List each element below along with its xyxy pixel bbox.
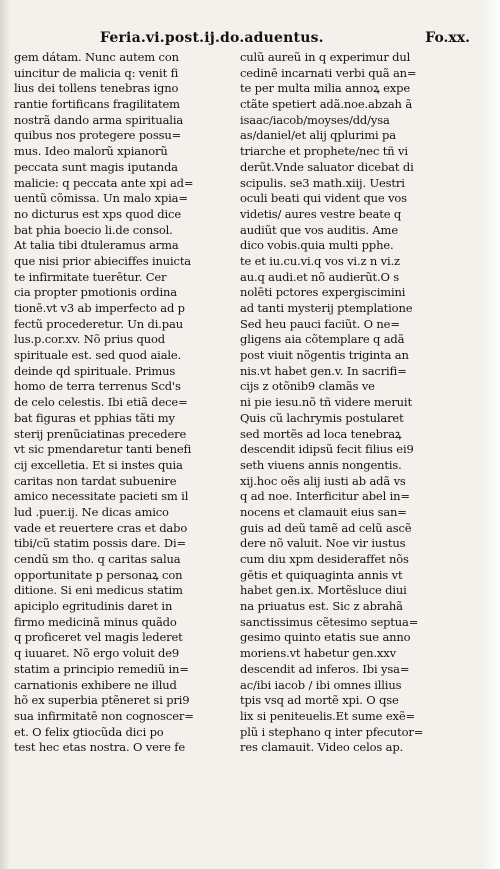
- text-line: na priuatus est. Sic z abrahã: [240, 599, 403, 614]
- text-column-left: [14, 50, 239, 756]
- text-line: au.q audi.et nõ audierũt.O s: [240, 269, 400, 284]
- text-line: ni pie iesu.nõ tñ videre meruit: [240, 395, 412, 410]
- text-line: scipulis. se3 math.xiij. Uestri: [240, 175, 405, 190]
- text-line: cendũ sm tho. q caritas salua: [14, 552, 181, 566]
- text-line: no dicturus est xps quod dice: [14, 206, 181, 221]
- text-line: peccata sunt magis iputanda: [14, 159, 178, 174]
- text-line: cedinē incarnati verbi quã an=: [240, 65, 417, 80]
- text-line: uincitur de malicia q: venit fi: [14, 65, 179, 80]
- gutter-shadow: [0, 0, 10, 869]
- text-line: te et iu.cu.vi.q vos vi.z n vi.z: [240, 253, 400, 268]
- text-line: ctãte spetiert adã.noe.abzah ã: [240, 97, 413, 112]
- text-line: tibi/cũ statim possis dare. Di=: [14, 536, 186, 551]
- text-line: moriens.vt habetur gen.xxv: [240, 646, 396, 661]
- text-line: fectũ procederetur. Un di.pau: [14, 316, 183, 331]
- text-line: culũ aureũ in q experimur dul: [240, 50, 411, 64]
- text-line: lix si peniteuelis.Et sume exẽ=: [240, 708, 415, 723]
- text-line: sterij prenũciatinas precedere: [14, 426, 187, 441]
- running-title: Feria.vi.post.ij.do.aduentus.: [100, 30, 324, 46]
- text-line: descendit idipsũ fecit filius ei9: [240, 442, 414, 457]
- text-line: isaac/iacob/moyses/dd/ysa: [240, 112, 390, 127]
- text-line: res clamauit. Video celos ap.: [240, 740, 404, 755]
- text-line: et. O felix gtiocũda dici po: [14, 724, 164, 739]
- text-line: carnationis exhibere ne illud: [14, 677, 177, 692]
- text-line: q proficeret vel magis lederet: [14, 630, 183, 645]
- text-line: q ad noe. Interficitur abel in=: [240, 489, 410, 504]
- text-line: ditione. Si eni medicus statim: [14, 583, 183, 598]
- text-line: audiũt que vos auditis. Ame: [240, 222, 398, 237]
- folio-number: Fo.xx.: [425, 30, 470, 46]
- text-line: spirituale est. sed quod aiale.: [14, 348, 182, 363]
- text-column-right: [240, 50, 465, 756]
- text-line: gligens aia cõtemplare q adã: [240, 332, 405, 347]
- text-line: bat phia boecio li.de consol.: [14, 222, 173, 237]
- text-line: cij excelletia. Et si instes quia: [14, 457, 183, 472]
- text-line: nocens et clamauit eius san=: [240, 504, 407, 519]
- text-line: firmo medicinã minus quãdo: [14, 614, 177, 629]
- text-line: lius dei tollens tenebras igno: [14, 81, 179, 96]
- text-line: nolēti pctores expergiscimini: [240, 285, 406, 300]
- text-line: plũ i stephano q inter pfecutor=: [240, 724, 424, 739]
- text-line: sanctissimus cẽtesimo septua=: [240, 614, 419, 629]
- page-header: [100, 30, 470, 52]
- text-line: cum diu xpm desideraffet nõs: [240, 552, 409, 566]
- text-line: triarche et prophete/nec tñ vi: [240, 144, 408, 159]
- text-line: deinde qd spirituale. Primus: [14, 363, 176, 378]
- text-line: oculi beati qui vident que vos: [240, 191, 407, 206]
- text-line: nostrã dando arma spiritualia: [14, 112, 184, 127]
- text-line: malicie: q peccata ante xpi ad=: [14, 175, 194, 190]
- text-line: sed mortẽs ad loca tenebraꝝ: [240, 426, 402, 441]
- text-line: vade et reuertere cras et dabo: [14, 520, 188, 535]
- text-line: quibus nos protegere possu=: [14, 128, 182, 143]
- text-line: cijs z otõnib9 clamãs ve: [240, 379, 375, 394]
- text-line: te infirmitate tuerētur. Cer: [14, 269, 167, 284]
- text-line: tionē.vt v3 ab imperfecto ad p: [14, 301, 185, 315]
- text-line: lud .puer.ij. Ne dicas amico: [14, 504, 169, 519]
- text-line: guis ad deũ tamẽ ad celũ ascẽ: [240, 520, 412, 535]
- text-line: gesimo quinto etatis sue anno: [240, 630, 411, 645]
- text-line: hõ ex superbia ptẽneret si pri9: [14, 693, 190, 708]
- text-line: statim a principio remediũ in=: [14, 661, 189, 676]
- text-line: ac/ibi iacob / ibi omnes illius: [240, 677, 402, 692]
- text-line: caritas non tardat subuenire: [14, 473, 177, 488]
- text-line: q iuuaret. Nõ ergo voluit de9: [14, 646, 180, 661]
- text-line: tpis vsq ad mortẽ xpi. O qse: [240, 693, 399, 708]
- text-line: dere nõ valuit. Noe vir iustus: [240, 536, 406, 551]
- text-line: gētis et quiquaginta annis vt: [240, 567, 403, 582]
- text-line: uentũ cõmissa. Un malo xpia=: [14, 191, 188, 206]
- text-line: bat figuras et pphias tãti my: [14, 410, 175, 425]
- text-line: lus.p.cor.xv. Nõ prius quod: [14, 332, 165, 347]
- text-line: videtis/ aures vestre beate q: [240, 206, 402, 221]
- text-line: que nisi prior abieciffes inuicta: [14, 253, 191, 268]
- text-line: descendit ad inferos. Ibi ysa=: [240, 661, 410, 676]
- text-line: derũt.Vnde saluator dicebat di: [240, 159, 414, 174]
- text-line: apiciplo egritudinis daret in: [14, 599, 173, 614]
- text-line: dico vobis.quia multi pphe.: [240, 238, 394, 253]
- text-line: habet gen.ix. Mortẽsluce diui: [240, 583, 407, 598]
- text-line: rantie fortificans fragilitatem: [14, 97, 180, 112]
- text-line: amico necessitate pacieti sm il: [14, 489, 189, 504]
- text-line: vt sic pmendaretur tanti benefi: [14, 442, 192, 457]
- text-line: as/daniel/et alij qplurimi pa: [240, 128, 396, 143]
- text-line: homo de terra terrenus Scd's: [14, 379, 181, 394]
- text-line: mus. Ideo malorũ xpianorũ: [14, 144, 168, 159]
- page-edge: [480, 0, 500, 869]
- text-line: nis.vt habet gen.v. In sacrifi=: [240, 363, 407, 378]
- text-line: de celo celestis. Ibi etiã dece=: [14, 395, 188, 410]
- text-line: cia propter pmotionis ordina: [14, 285, 177, 300]
- text-line: xij.hoc oẽs alij iusti ab adã vs: [240, 473, 406, 488]
- text-line: post viuit nõgentis triginta an: [240, 348, 409, 363]
- text-line: opportunitate p personaꝝ con: [14, 567, 183, 582]
- text-line: seth viuens annis nongentis.: [240, 457, 402, 472]
- text-line: Quis cũ lachrymis postularet: [240, 410, 404, 425]
- text-line: te per multa milia annoꝝ expe: [240, 81, 410, 96]
- text-line: ad tanti mysterij ptemplatione: [240, 301, 413, 315]
- text-line: At talia tibi dtuleramus arma: [14, 238, 179, 253]
- text-line: sua infirmitatē non cognoscer=: [14, 708, 194, 723]
- text-line: gem dátam. Nunc autem con: [14, 50, 179, 64]
- text-line: test hec etas nostra. O vere fe: [14, 740, 186, 755]
- text-line: Sed heu pauci faciũt. O ne=: [240, 316, 400, 331]
